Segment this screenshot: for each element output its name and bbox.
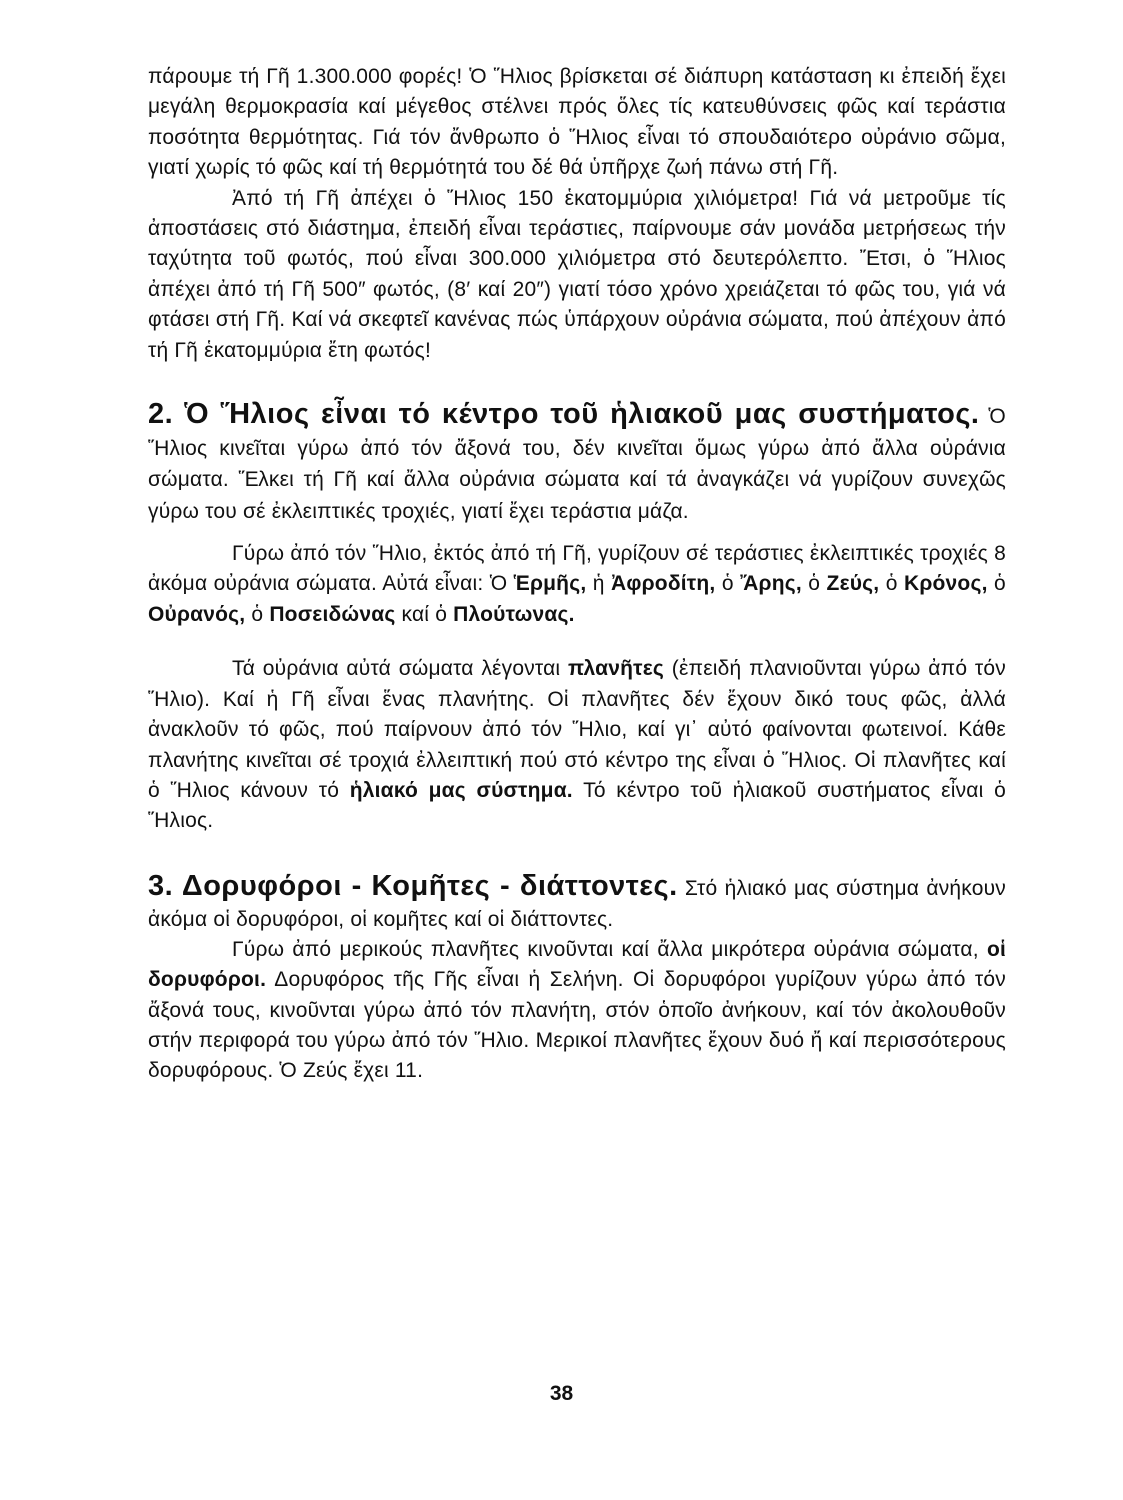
term-solar-system: ἡλιακό μας σύστημα. [349,778,573,802]
article-text: ὁ [721,572,734,596]
term-planets: πλανῆτες [568,657,665,681]
section-2-lead-text: Ὁ Ἥλιος κινεῖται γύρω ἀπό τόν ἄξονά του, δέν κινεῖται ὅμως γύρω ἀπό ἄλλα οὐράνια σώματα. Ἕλκει τή Γῆ καί ἄλλα οὐράνια σώματα καί τά ἀναγκάζει νά γυρίζουν συνεχῶς γύρω του σέ ἐκλειπτικές τροχιές, γιατί ἔχει τεράστια μάζα. [148,405,1006,523]
article-text: ἡ [592,572,605,596]
intro-paragraph-1: πάρουμε τή Γῆ 1.300.000 φορές! Ὁ Ἥλιος βρίσκεται σέ διάπυρη κατάσταση κι ἐπειδή ἔχει μεγάλη θερμοκρασία καί μέγεθος στέλνει πρός ὅλες τίς κατευθύνσεις φῶς καί τεράστια ποσότητα θερμότητας. Γιά τόν ἄνθρωπο ὁ Ἥλιος εἶναι τό σπουδαιότερο οὐράνιο σῶμα, γιατί χωρίς τό φῶς καί τή θερμότητά του δέ θά ὑπῆρχε ζωή πάνω στή Γῆ. [148,65,1006,180]
conjunction-text: καί ὁ [401,602,448,626]
planet-mercury: Ἑρμῆς, [513,572,587,596]
definition-body-text: (ἐπειδή πλανιοῦνται γύρω ἀπό τόν Ἥλιο). Καί ἡ Γῆ εἶναι ἕνας πλανήτης. Οἱ πλανῆτες δέν ἔχουν δικό τους φῶς, ἀλλά ἀνακλοῦν τό φῶς, πού παίρνουν ἀπό τόν Ἥλιο, καί γι᾽ αὐτό φαίνονται φωτεινοί. Κάθε πλανήτης κινεῖται σέ τροχιά ἐλλειπτική πού στό κέντρο της εἶναι ὁ Ἥλιος. Οἱ πλανῆτες καί ὁ Ἥλιος κάνουν τό [148,657,1006,802]
section-3-heading: 3. Δορυφόροι - Κομῆτες - διάττοντες. [148,869,678,902]
section-3-lead-text: Στό ἡλιακό μας σύστημα ἀνήκουν ἀκόμα οἱ δορυφόροι, οἱ κομῆτες καί οἱ διάττοντες. [148,876,1006,931]
article-text: ὁ [994,572,1006,596]
intro-paragraph-2: Ἀπό τή Γῆ ἀπέχει ὁ Ἥλιος 150 ἑκατομμύρια χιλιόμετρα! Γιά νά μετροῦμε τίς ἀποστάσεις στό διάστημα, ἐπειδή εἶναι τεράστιες, παίρνουμε σάν μονάδα μετρήσεως τήν ταχύτητα τοῦ φωτός, πού εἶναι 300.000 χιλιόμετρα στό δευτερόλεπτο. Ἔτσι, ὁ Ἥλιος ἀπέχει ἀπό τή Γῆ 500″ φωτός, (8′ καί 20″) γιατί τόσο χρόνο χρειάζεται τό φῶς του, γιά νά φτάσει στή Γῆ. Καί νά σκεφτεῖ κανένας πώς ὑπάρχουν οὐράνια σώματα, πού ἀπέχουν ἀπό τή Γῆ ἑκατομμύρια ἔτη φωτός! [148,186,1006,362]
planet-venus: Ἀφροδίτη, [611,572,716,596]
section-2-lead-paragraph [148,399,1006,527]
satellites-intro-text: Γύρω ἀπό μερικούς πλανῆτες κινοῦνται καί ἄλλα μικρότερα οὐράνια σώματα, [232,937,979,961]
article-text: ὁ [808,572,821,596]
definition-closing-text: Τό κέντρο τοῦ ἡλιακοῦ συστήματος εἶναι ὁ Ἥλιος. [148,778,1006,833]
section-3-lead-paragraph [148,871,1006,935]
section-2-heading: 2. Ὁ Ἥλιος εἶναι τό κέντρο τοῦ ἡλιακοῦ μας συστήματος. [148,398,980,431]
article-text: ὁ [885,572,898,596]
planet-jupiter: Ζεύς, [826,572,880,596]
term-satellites: οἱ δορυφόροι. [148,937,1006,992]
satellites-body-text: Δορυφόρος τῆς Γῆς εἶναι ἡ Σελήνη. Οἱ δορυφόροι γυρίζουν γύρω ἀπό τόν ἄξονά τους, κινοῦνται γύρω ἀπό τόν πλανήτη, στόν ὁποῖο ἀνήκουν, καί τόν ἀκολουθοῦν στήν περιφορά του γύρω ἀπό τόν Ἥλιο. Μερικοί πλανῆτες ἔχουν δυό ἤ καί περισσότερους δορυφόρους. Ὁ Ζεύς ἔχει 11. [148,968,1006,1083]
planet-saturn: Κρόνος, [903,572,988,596]
planets-intro-text: Γύρω ἀπό τόν Ἥλιο, ἐκτός ἀπό τή Γῆ, γυρίζουν σέ τεράστιες ἐκλειπτικές τροχιές 8 ἀκόμα οὐράνια σώματα. Αὐτά εἶναι: Ὁ [148,542,1006,596]
section-2-planets-definition-paragraph [148,654,1006,836]
definition-intro-text: Τά οὐράνια αὐτά σώματα λέγονται [232,657,561,681]
planet-pluto: Πλούτωνας. [453,602,575,626]
section-2-planets-paragraph [148,539,1006,630]
section-3-satellites-paragraph [148,935,1006,1087]
planet-uranus: Οὐρανός, [148,602,246,626]
planet-mars: Ἄρης, [740,572,802,596]
article-text: ὁ [251,602,264,626]
page-number: 38 [549,1382,574,1405]
planet-neptune: Ποσειδώνας [269,602,396,626]
page-content [148,62,1006,1087]
